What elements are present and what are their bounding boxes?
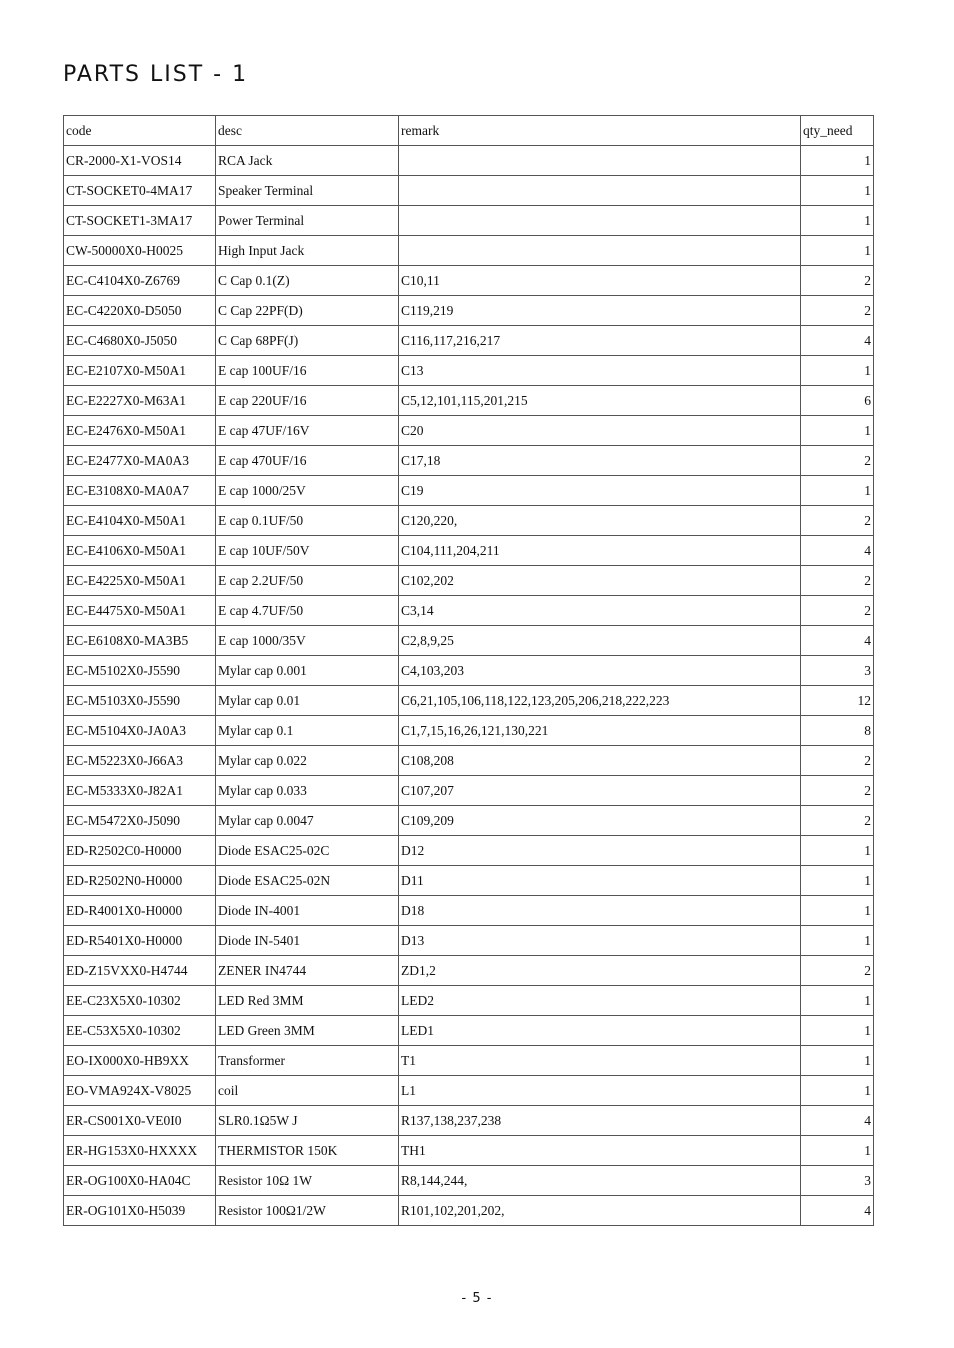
cell-qty-need: 1 <box>801 986 874 1016</box>
cell-code: CT-SOCKET1-3MA17 <box>64 206 216 236</box>
table-row <box>64 476 874 506</box>
cell-code: EC-E2227X0-M63A1 <box>64 386 216 416</box>
cell-qty-need: 1 <box>801 1016 874 1046</box>
cell-qty-need: 1 <box>801 236 874 266</box>
cell-remark: C6,21,105,106,118,122,123,205,206,218,222,223 <box>399 686 801 716</box>
cell-remark <box>399 146 801 176</box>
cell-remark: LED2 <box>399 986 801 1016</box>
cell-remark: R101,102,201,202, <box>399 1196 801 1226</box>
cell-qty-need: 4 <box>801 1106 874 1136</box>
cell-remark: C119,219 <box>399 296 801 326</box>
table-row <box>64 356 874 386</box>
table-row <box>64 1076 874 1106</box>
cell-desc: Diode IN-4001 <box>216 896 399 926</box>
cell-qty-need: 12 <box>801 686 874 716</box>
cell-qty-need: 3 <box>801 1166 874 1196</box>
table-row <box>64 566 874 596</box>
cell-desc: Mylar cap 0.1 <box>216 716 399 746</box>
table-row <box>64 1106 874 1136</box>
cell-qty-need: 2 <box>801 746 874 776</box>
cell-code: EC-M5102X0-J5590 <box>64 656 216 686</box>
cell-desc: C Cap 68PF(J) <box>216 326 399 356</box>
table-row <box>64 206 874 236</box>
table-row <box>64 956 874 986</box>
table-row <box>64 986 874 1016</box>
cell-qty-need: 1 <box>801 866 874 896</box>
cell-qty-need: 3 <box>801 656 874 686</box>
cell-desc: Mylar cap 0.033 <box>216 776 399 806</box>
cell-desc: E cap 0.1UF/50 <box>216 506 399 536</box>
table-row <box>64 176 874 206</box>
cell-desc: Diode IN-5401 <box>216 926 399 956</box>
header-remark: remark <box>399 116 801 146</box>
cell-code: EE-C53X5X0-10302 <box>64 1016 216 1046</box>
cell-desc: LED Red 3MM <box>216 986 399 1016</box>
cell-remark: D12 <box>399 836 801 866</box>
cell-remark: D11 <box>399 866 801 896</box>
cell-qty-need: 4 <box>801 536 874 566</box>
header-row <box>64 116 874 146</box>
cell-desc: E cap 4.7UF/50 <box>216 596 399 626</box>
cell-qty-need: 1 <box>801 476 874 506</box>
cell-code: ER-CS001X0-VE0I0 <box>64 1106 216 1136</box>
table-row <box>64 1046 874 1076</box>
cell-qty-need: 2 <box>801 446 874 476</box>
table-row <box>64 416 874 446</box>
cell-desc: Power Terminal <box>216 206 399 236</box>
cell-code: EO-VMA924X-V8025 <box>64 1076 216 1106</box>
header-code: code <box>64 116 216 146</box>
cell-desc: E cap 220UF/16 <box>216 386 399 416</box>
cell-qty-need: 2 <box>801 566 874 596</box>
cell-desc: E cap 47UF/16V <box>216 416 399 446</box>
cell-remark: D18 <box>399 896 801 926</box>
cell-qty-need: 2 <box>801 296 874 326</box>
cell-code: EC-E4475X0-M50A1 <box>64 596 216 626</box>
cell-remark: C1,7,15,16,26,121,130,221 <box>399 716 801 746</box>
cell-desc: SLR0.1Ω5W J <box>216 1106 399 1136</box>
cell-code: EC-E4225X0-M50A1 <box>64 566 216 596</box>
table-row <box>64 146 874 176</box>
cell-qty-need: 2 <box>801 806 874 836</box>
cell-qty-need: 2 <box>801 596 874 626</box>
table-row <box>64 686 874 716</box>
cell-remark: C20 <box>399 416 801 446</box>
cell-desc: E cap 2.2UF/50 <box>216 566 399 596</box>
cell-remark: C102,202 <box>399 566 801 596</box>
cell-code: EC-M5104X0-JA0A3 <box>64 716 216 746</box>
cell-qty-need: 1 <box>801 1076 874 1106</box>
table-row <box>64 506 874 536</box>
cell-code: EC-M5333X0-J82A1 <box>64 776 216 806</box>
table-row <box>64 896 874 926</box>
cell-remark: R8,144,244, <box>399 1166 801 1196</box>
cell-remark: C109,209 <box>399 806 801 836</box>
cell-code: EC-C4104X0-Z6769 <box>64 266 216 296</box>
cell-code: EC-M5223X0-J66A3 <box>64 746 216 776</box>
table-row <box>64 1166 874 1196</box>
table-row <box>64 1016 874 1046</box>
table-row <box>64 266 874 296</box>
cell-code: ED-R2502C0-H0000 <box>64 836 216 866</box>
cell-remark: R137,138,237,238 <box>399 1106 801 1136</box>
cell-qty-need: 1 <box>801 1136 874 1166</box>
table-row <box>64 386 874 416</box>
cell-code: EC-C4680X0-J5050 <box>64 326 216 356</box>
table-row <box>64 866 874 896</box>
cell-desc: RCA Jack <box>216 146 399 176</box>
cell-desc: E cap 1000/35V <box>216 626 399 656</box>
cell-qty-need: 8 <box>801 716 874 746</box>
cell-remark: L1 <box>399 1076 801 1106</box>
cell-remark: C10,11 <box>399 266 801 296</box>
cell-code: ED-R4001X0-H0000 <box>64 896 216 926</box>
cell-qty-need: 4 <box>801 626 874 656</box>
cell-qty-need: 2 <box>801 266 874 296</box>
table-row <box>64 326 874 356</box>
cell-code: EC-E4106X0-M50A1 <box>64 536 216 566</box>
cell-desc: E cap 1000/25V <box>216 476 399 506</box>
table-row <box>64 1136 874 1166</box>
cell-desc: THERMISTOR 150K <box>216 1136 399 1166</box>
cell-code: ER-OG100X0-HA04C <box>64 1166 216 1196</box>
cell-remark: C3,14 <box>399 596 801 626</box>
cell-qty-need: 1 <box>801 896 874 926</box>
table-row <box>64 236 874 266</box>
cell-code: EC-M5472X0-J5090 <box>64 806 216 836</box>
cell-desc: Mylar cap 0.01 <box>216 686 399 716</box>
cell-code: EE-C23X5X0-10302 <box>64 986 216 1016</box>
header-qty-need: qty_need <box>801 116 874 146</box>
table-row <box>64 536 874 566</box>
table-row <box>64 656 874 686</box>
cell-qty-need: 1 <box>801 926 874 956</box>
cell-remark: C116,117,216,217 <box>399 326 801 356</box>
cell-qty-need: 4 <box>801 1196 874 1226</box>
cell-code: EC-E6108X0-MA3B5 <box>64 626 216 656</box>
header-desc: desc <box>216 116 399 146</box>
cell-desc: Mylar cap 0.0047 <box>216 806 399 836</box>
cell-code: EC-E2107X0-M50A1 <box>64 356 216 386</box>
cell-qty-need: 6 <box>801 386 874 416</box>
cell-desc: coil <box>216 1076 399 1106</box>
page-title: PARTS LIST - 1 <box>63 62 249 87</box>
cell-desc: Diode ESAC25-02C <box>216 836 399 866</box>
cell-code: CR-2000-X1-VOS14 <box>64 146 216 176</box>
table-row <box>64 296 874 326</box>
cell-code: ED-R2502N0-H0000 <box>64 866 216 896</box>
cell-code: EC-E2476X0-M50A1 <box>64 416 216 446</box>
cell-code: EC-E4104X0-M50A1 <box>64 506 216 536</box>
cell-remark: C120,220, <box>399 506 801 536</box>
cell-qty-need: 2 <box>801 956 874 986</box>
cell-code: ER-HG153X0-HXXXX <box>64 1136 216 1166</box>
cell-remark: ZD1,2 <box>399 956 801 986</box>
cell-desc: Mylar cap 0.001 <box>216 656 399 686</box>
cell-qty-need: 1 <box>801 176 874 206</box>
table-row <box>64 1196 874 1226</box>
cell-code: ER-OG101X0-H5039 <box>64 1196 216 1226</box>
cell-remark: C5,12,101,115,201,215 <box>399 386 801 416</box>
cell-code: EC-M5103X0-J5590 <box>64 686 216 716</box>
cell-desc: Speaker Terminal <box>216 176 399 206</box>
table-row <box>64 596 874 626</box>
cell-qty-need: 2 <box>801 776 874 806</box>
cell-remark <box>399 236 801 266</box>
parts-table <box>63 115 874 1226</box>
cell-code: ED-Z15VXX0-H4744 <box>64 956 216 986</box>
table-row <box>64 626 874 656</box>
table-row <box>64 806 874 836</box>
cell-desc: E cap 470UF/16 <box>216 446 399 476</box>
cell-code: CW-50000X0-H0025 <box>64 236 216 266</box>
cell-remark: C2,8,9,25 <box>399 626 801 656</box>
cell-qty-need: 1 <box>801 356 874 386</box>
page-number: - 5 - <box>461 1291 493 1306</box>
cell-desc: C Cap 0.1(Z) <box>216 266 399 296</box>
cell-code: ED-R5401X0-H0000 <box>64 926 216 956</box>
cell-desc: LED Green 3MM <box>216 1016 399 1046</box>
cell-desc: C Cap 22PF(D) <box>216 296 399 326</box>
cell-qty-need: 1 <box>801 836 874 866</box>
cell-remark: C107,207 <box>399 776 801 806</box>
cell-qty-need: 2 <box>801 506 874 536</box>
cell-remark <box>399 206 801 236</box>
cell-qty-need: 1 <box>801 146 874 176</box>
cell-remark: T1 <box>399 1046 801 1076</box>
cell-code: EC-C4220X0-D5050 <box>64 296 216 326</box>
cell-code: EO-IX000X0-HB9XX <box>64 1046 216 1076</box>
cell-remark <box>399 176 801 206</box>
cell-remark: LED1 <box>399 1016 801 1046</box>
cell-qty-need: 1 <box>801 1046 874 1076</box>
cell-code: CT-SOCKET0-4MA17 <box>64 176 216 206</box>
cell-desc: Resistor 10Ω 1W <box>216 1166 399 1196</box>
cell-remark: C108,208 <box>399 746 801 776</box>
cell-desc: Mylar cap 0.022 <box>216 746 399 776</box>
cell-desc: High Input Jack <box>216 236 399 266</box>
cell-desc: E cap 100UF/16 <box>216 356 399 386</box>
cell-qty-need: 1 <box>801 416 874 446</box>
cell-remark: C4,103,203 <box>399 656 801 686</box>
cell-desc: Diode ESAC25-02N <box>216 866 399 896</box>
parts-table-body <box>64 146 874 1226</box>
cell-desc: ZENER IN4744 <box>216 956 399 986</box>
parts-table-header <box>64 116 874 146</box>
table-row <box>64 926 874 956</box>
table-row <box>64 716 874 746</box>
table-row <box>64 446 874 476</box>
table-row <box>64 776 874 806</box>
cell-remark: TH1 <box>399 1136 801 1166</box>
cell-remark: C17,18 <box>399 446 801 476</box>
cell-code: EC-E2477X0-MA0A3 <box>64 446 216 476</box>
cell-qty-need: 1 <box>801 206 874 236</box>
cell-code: EC-E3108X0-MA0A7 <box>64 476 216 506</box>
cell-desc: E cap 10UF/50V <box>216 536 399 566</box>
cell-qty-need: 4 <box>801 326 874 356</box>
table-row <box>64 836 874 866</box>
cell-desc: Transformer <box>216 1046 399 1076</box>
cell-remark: C104,111,204,211 <box>399 536 801 566</box>
cell-remark: C13 <box>399 356 801 386</box>
cell-remark: D13 <box>399 926 801 956</box>
cell-desc: Resistor 100Ω1/2W <box>216 1196 399 1226</box>
cell-remark: C19 <box>399 476 801 506</box>
table-row <box>64 746 874 776</box>
